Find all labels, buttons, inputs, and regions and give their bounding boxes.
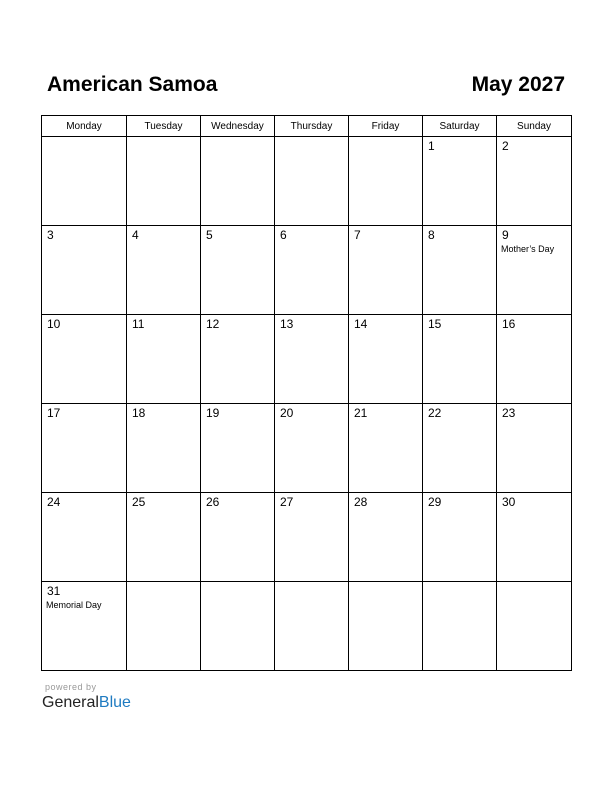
day-number: 24 [47,495,61,509]
day-number: 25 [132,495,146,509]
powered-by-label: powered by [45,682,97,692]
calendar-day-cell [423,582,497,671]
generalblue-logo [42,694,131,712]
day-number: 16 [502,317,516,331]
calendar-day-cell [42,493,127,582]
day-number: 3 [47,228,54,242]
day-number: 8 [428,228,435,242]
day-number: 27 [280,495,294,509]
calendar-day-cell [497,226,572,315]
calendar-day-cell [497,315,572,404]
day-number: 31 [47,584,61,598]
weekday-header-tuesday: Tuesday [127,116,201,137]
calendar-day-cell [42,137,127,226]
weekday-header-wednesday: Wednesday [201,116,275,137]
day-number: 28 [354,495,368,509]
holiday-label: Mother’s Day [501,244,555,254]
day-number: 2 [502,139,509,153]
calendar-day-cell [349,226,423,315]
calendar-week-row [42,404,572,493]
brand-blue-text: Blue [98,694,131,711]
weekday-header-friday: Friday [349,116,423,137]
calendar-day-cell [497,493,572,582]
day-number: 12 [206,317,220,331]
weekday-header-saturday: Saturday [423,116,497,137]
calendar-day-cell [423,226,497,315]
calendar-day-cell [127,582,201,671]
calendar-day-cell [275,582,349,671]
calendar-week-row [42,582,572,671]
calendar-header [41,70,571,100]
calendar-day-cell [349,137,423,226]
calendar-day-cell [275,137,349,226]
calendar-day-cell [42,226,127,315]
calendar-day-cell [423,137,497,226]
calendar-day-cell [201,582,275,671]
calendar-day-cell [275,404,349,493]
calendar-day-cell [201,493,275,582]
calendar-week-row [42,493,572,582]
region-title: American Samoa [47,73,218,96]
calendar-day-cell [127,404,201,493]
day-number: 22 [428,406,442,420]
calendar-day-cell [127,315,201,404]
calendar-day-cell [201,404,275,493]
day-number: 5 [206,228,213,242]
day-number: 26 [206,495,220,509]
calendar-day-cell [275,493,349,582]
calendar-day-cell [127,137,201,226]
calendar-day-cell [127,226,201,315]
day-number: 14 [354,317,368,331]
calendar-day-cell [42,582,127,671]
calendar-day-cell [349,582,423,671]
holiday-label: Memorial Day [46,600,102,610]
calendar-week-row [42,137,572,226]
calendar-day-cell [497,404,572,493]
calendar-day-cell [127,493,201,582]
calendar-day-cell [201,315,275,404]
day-number: 1 [428,139,435,153]
calendar-day-cell [497,137,572,226]
day-number: 29 [428,495,442,509]
month-year-title: May 2027 [471,73,565,96]
day-number: 7 [354,228,361,242]
day-number: 4 [132,228,139,242]
day-number: 13 [280,317,294,331]
weekday-header-thursday: Thursday [275,116,349,137]
calendar-week-row [42,315,572,404]
day-number: 18 [132,406,146,420]
weekday-header-sunday: Sunday [497,116,572,137]
calendar-day-cell [497,582,572,671]
brand-general-text: General [42,694,99,711]
day-number: 9 [502,228,509,242]
calendar-day-cell [275,226,349,315]
weekday-header-monday: Monday [42,116,127,137]
day-number: 6 [280,228,287,242]
calendar-day-cell [349,493,423,582]
calendar-day-cell [349,315,423,404]
day-number: 21 [354,406,368,420]
calendar-day-cell [423,315,497,404]
calendar-day-cell [423,404,497,493]
day-number: 11 [132,317,145,331]
day-number: 10 [47,317,61,331]
calendar-day-cell [42,404,127,493]
calendar-week-row [42,226,572,315]
day-number: 15 [428,317,442,331]
calendar-day-cell [201,137,275,226]
calendar-day-cell [201,226,275,315]
calendar-day-cell [42,315,127,404]
day-number: 19 [206,406,220,420]
day-number: 17 [47,406,61,420]
weekday-header-row [42,116,572,137]
day-number: 30 [502,495,516,509]
day-number: 20 [280,406,294,420]
month-calendar-grid [41,115,572,671]
calendar-day-cell [423,493,497,582]
calendar-day-cell [275,315,349,404]
day-number: 23 [502,406,516,420]
calendar-day-cell [349,404,423,493]
